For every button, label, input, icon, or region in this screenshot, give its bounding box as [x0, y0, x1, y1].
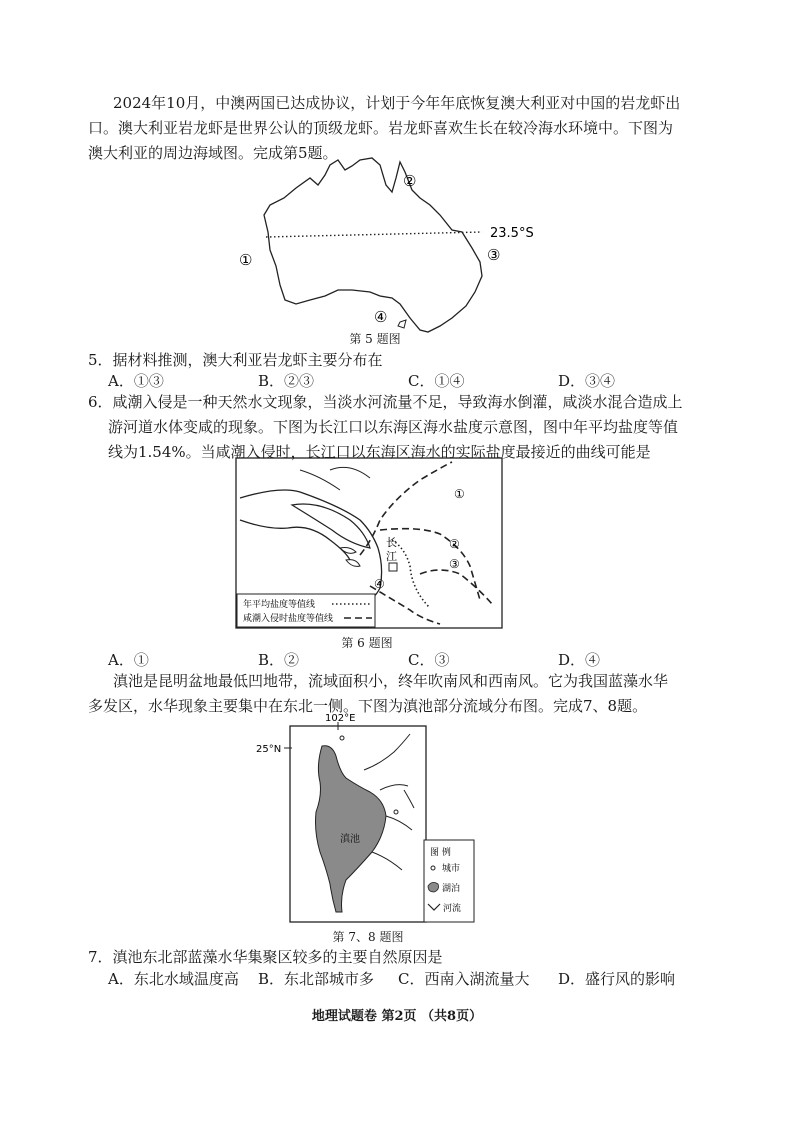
dianchi-lake: [316, 746, 387, 912]
q5-stem: 5．据材料推测，澳大利亚岩龙虾主要分布在: [88, 351, 383, 369]
q6-line3: 线为1.54%。当咸潮入侵时，长江口以东海区海水的实际盐度最接近的曲线可能是: [108, 443, 651, 461]
fig5-caption: 第 5 题图: [349, 332, 401, 346]
lat-label: 25°N: [256, 744, 282, 755]
q7-option-d[interactable]: D．盛行风的影响: [558, 970, 676, 988]
tropic-label: 23.5°S: [490, 226, 534, 241]
lon-label: 102°E: [325, 713, 356, 724]
q6-line1: 6．咸潮入侵是一种天然水文现象，当淡水河流量不足，导致海水倒灌，咸淡水混合造成上: [88, 393, 683, 411]
fig6-caption: 第 6 题图: [341, 636, 393, 650]
q5-option-b[interactable]: B．②③: [258, 372, 315, 390]
river-label-1: 长: [386, 536, 397, 549]
page-footer: 地理试题卷 第2页 （共8页）: [311, 1009, 483, 1024]
q7-option-b[interactable]: B．东北部城市多: [258, 970, 375, 988]
intro78-line1: 滇池是昆明盆地最低凹地带，流域面积小，终年吹南风和西南风。它为我国蓝藻水华: [113, 672, 669, 690]
legend-river: 河流: [443, 904, 462, 914]
curve-marker-1: ①: [454, 487, 465, 501]
q7-option-a[interactable]: A．东北水域温度高: [108, 970, 239, 988]
intro5-line2: 口。澳大利亚岩龙虾是世界公认的顶级龙虾。岩龙虾喜欢生长在较冷海水环境中。下图为: [88, 119, 674, 137]
intro78-line2: 多发区，水华现象主要集中在东北一侧。下图为滇池部分流域分布图。完成7、8题。: [88, 697, 648, 715]
q6-option-c[interactable]: C．③: [408, 651, 450, 669]
q7-option-c[interactable]: C．西南入湖流量大: [398, 970, 530, 988]
q6-option-a[interactable]: A．①: [108, 651, 149, 669]
legend-city: 城市: [442, 864, 461, 874]
q6-option-b[interactable]: B．②: [258, 651, 300, 669]
city-north: [340, 736, 344, 740]
q6-option-d[interactable]: D．④: [558, 651, 601, 669]
q5-option-c[interactable]: C．①④: [408, 372, 465, 390]
fig78-caption: 第 7、8 题图: [332, 930, 404, 944]
legend-intrusion: 咸潮入侵时盐度等值线: [243, 614, 334, 624]
curve-marker-3: ③: [449, 557, 460, 571]
q5-option-d[interactable]: D．③④: [558, 372, 616, 390]
river-label-2: 江: [386, 550, 397, 563]
q6-line2: 游河道水体变咸的现象。下图为长江口以东海区海水盐度示意图，图中年平均盐度等值: [108, 418, 679, 436]
legend-lake-icon: [428, 882, 439, 892]
city-east: [394, 810, 398, 814]
curve-marker-4: ④: [374, 577, 385, 591]
marker-4: ④: [374, 308, 388, 326]
marker-2: ②: [403, 172, 417, 190]
legend-lake: 湖泊: [442, 884, 461, 894]
intro5-line1: 2024年10月，中澳两国已达成协议，计划于今年年底恢复澳大利亚对中国的岩龙虾出: [113, 94, 681, 112]
q5-option-a[interactable]: A．①③: [108, 372, 164, 390]
curve-marker-2: ②: [449, 537, 460, 551]
legend-annual: 年平均盐度等值线: [243, 600, 316, 610]
marker-1: ①: [239, 251, 253, 269]
lake-label: 滇池: [340, 834, 360, 845]
q7-stem: 7．滇池东北部蓝藻水华集聚区较多的主要自然原因是: [88, 948, 443, 966]
marker-3: ③: [487, 246, 501, 264]
intro5-line3: 澳大利亚的周边海域图。完成第5题。: [88, 144, 338, 162]
legend-title: 图 例: [430, 848, 451, 858]
